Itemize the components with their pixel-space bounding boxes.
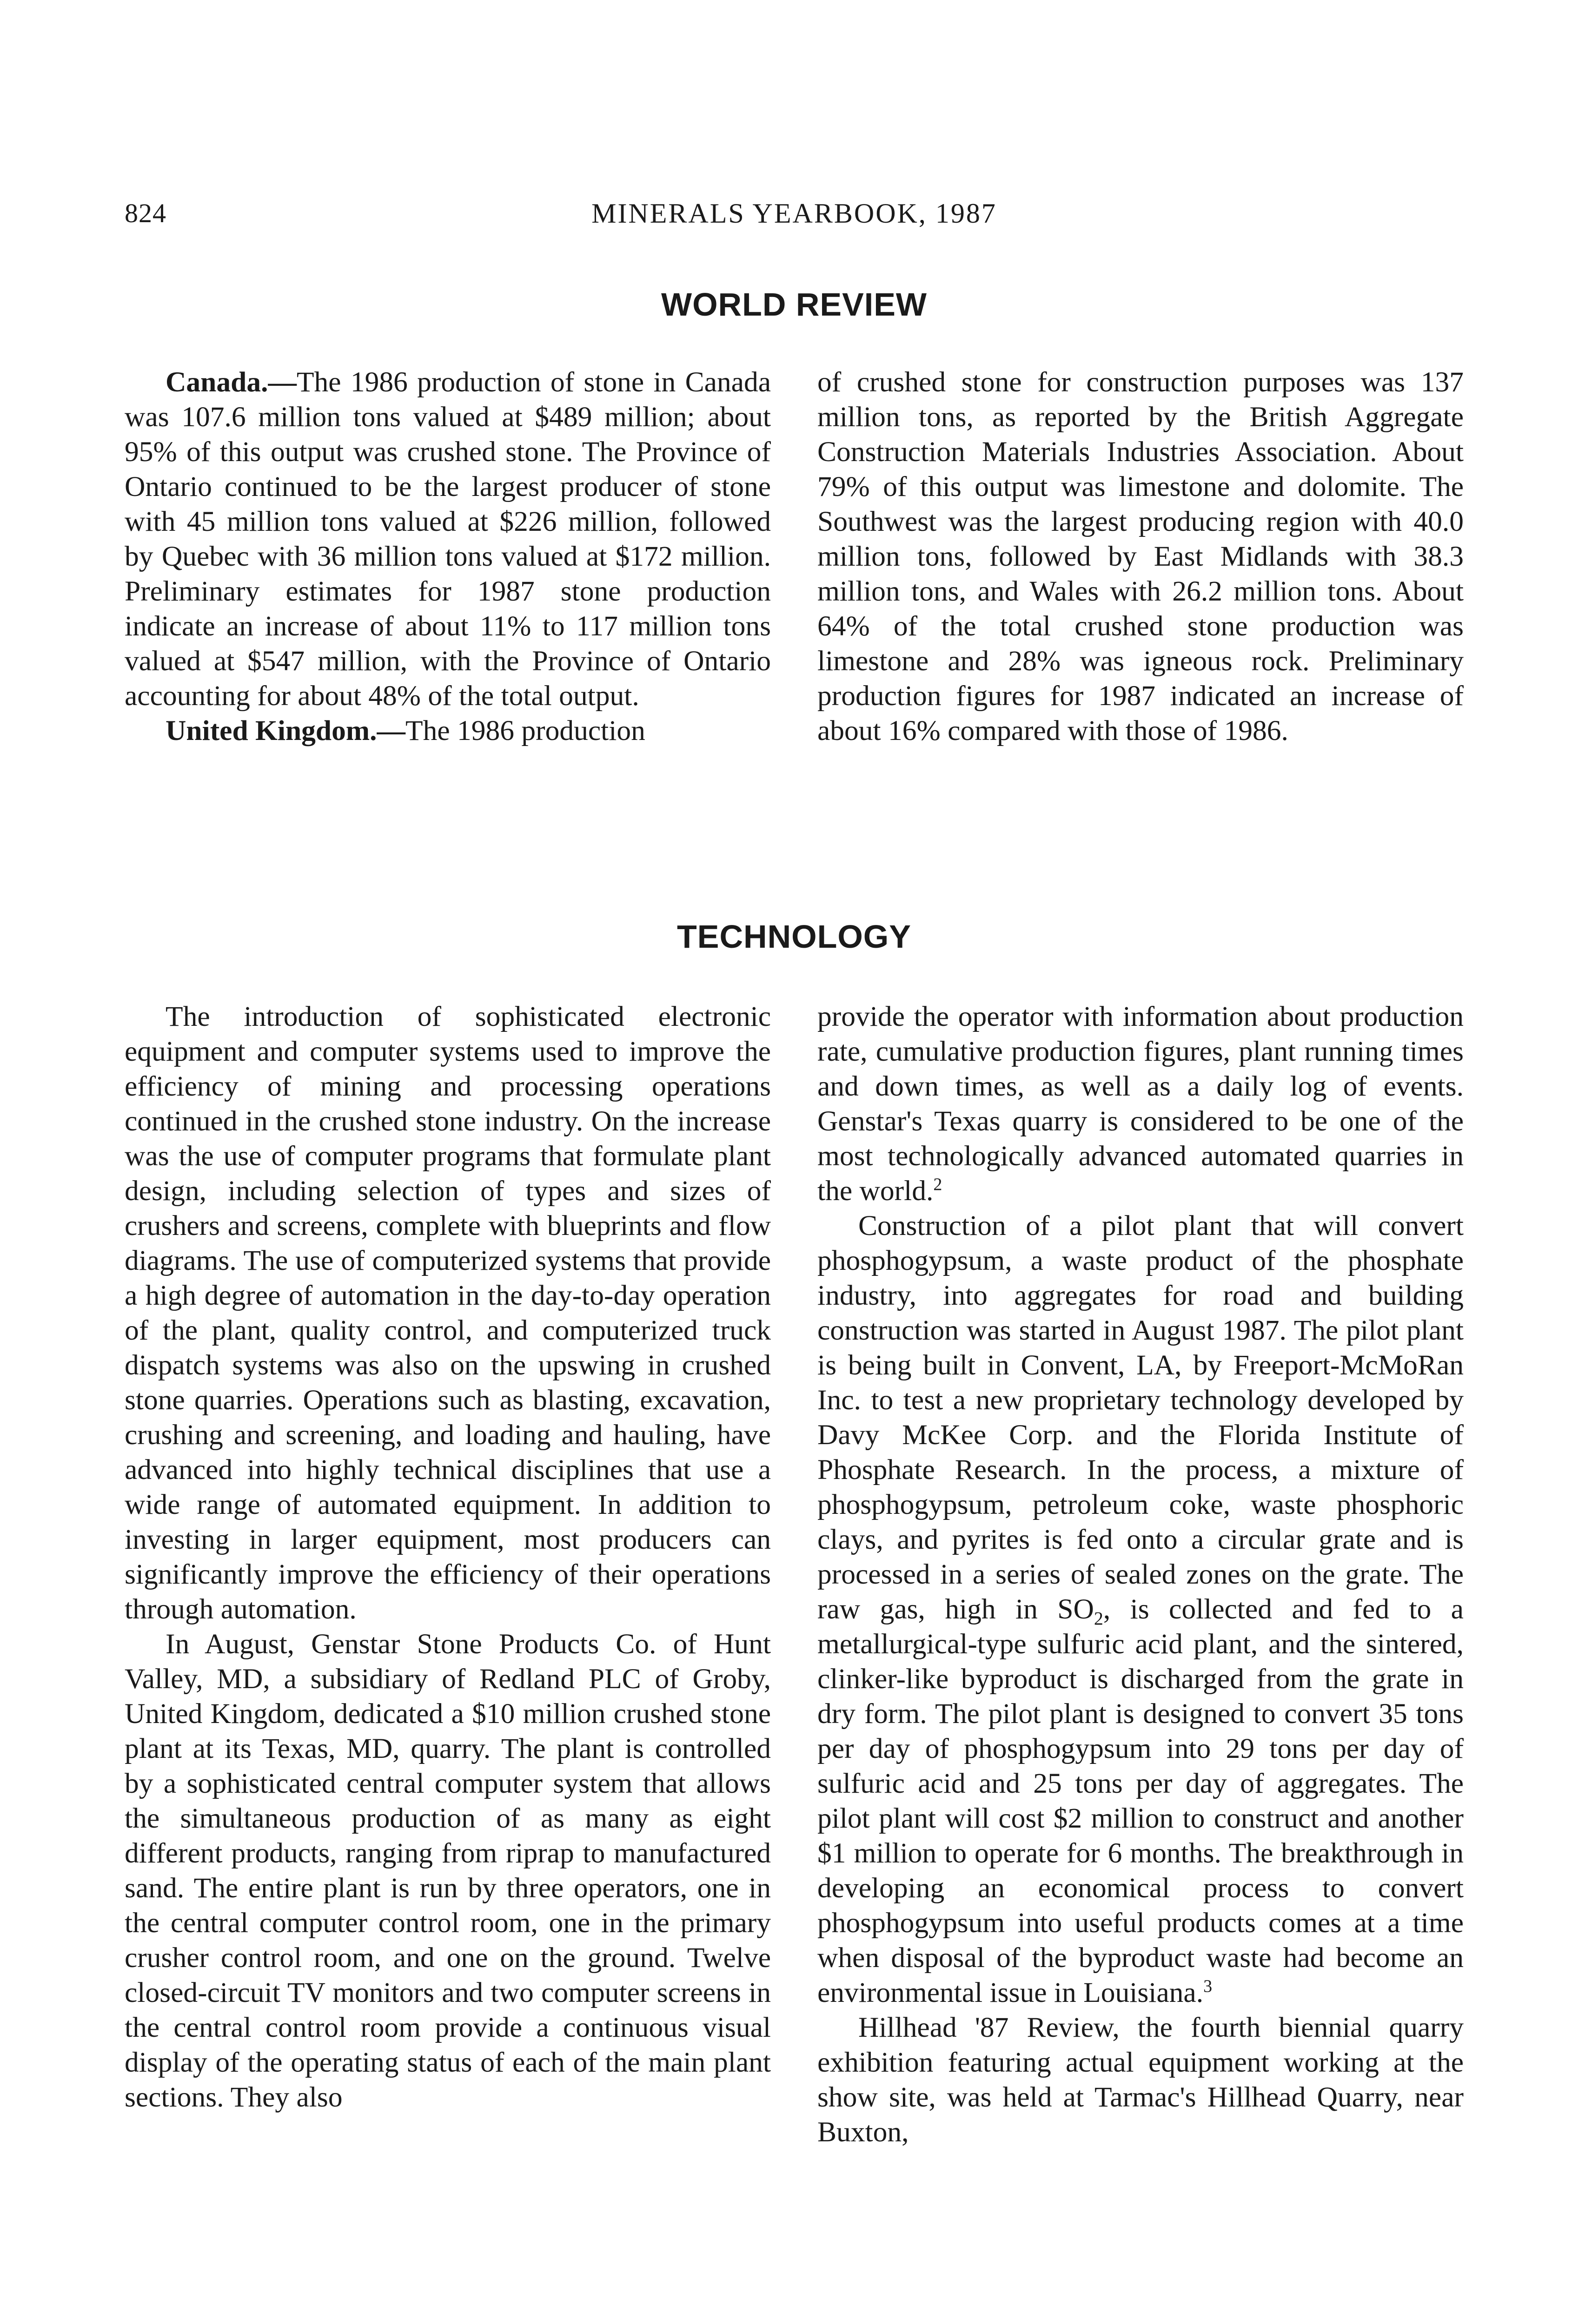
so2-subscript: 2 [1094, 1608, 1103, 1629]
technology-paragraph-1: The introduction of sophisticated electronic equipment and computer systems used to improve the efficiency of mining and processing operations continued in the crushed stone industry. On the increase was the use of computer programs that formulate plant design, including selection of types and sizes of crushers and screens, complete with blueprints and flow diagrams. The use of computerized systems that provide a high degree of automation in the day-to-day operation of the plant, quality control, and computerized truck dispatch systems was also on the upswing in crushed stone quarries. Operations such as blasting, excavation, crushing and screening, and loading and hauling, have advanced into highly technical disciplines that use a wide range of automated equipment. In addition to investing in larger equipment, most producers can significantly improve the efficiency of their operations through automation. [125, 1001, 771, 1625]
pilot-plant-text-start: Construction of a pilot plant that will convert phosphogypsum, a waste product of the phosphate industry, into aggregates for road and building construction was started in August 1987. The pilot plant is being built in Convent, LA, by Freeport-McMoRan Inc. to test a new proprietary technology developed by Davy McKee Corp. and the Florida Institute of Phosphate Research. In the process, a mixture of phosphogypsum, petroleum coke, waste phosphoric clays, and pyrites is fed onto a circular grate and is processed in a series of sealed zones on the grate. The raw gas, high in SO [817, 1210, 1464, 1625]
page-number: 824 [125, 198, 166, 228]
uk-lead: United Kingdom.— [166, 715, 405, 746]
world-review-right-column [817, 365, 1464, 748]
technology-heading: TECHNOLOGY [677, 918, 911, 955]
technology-right-column [817, 999, 1464, 2150]
canada-paragraph [125, 365, 771, 713]
pilot-plant-text-end: , is collected and fed to a metallurgical-type sulfuric acid plant, and the sintered, clinker-like byproduct is discharged from the grate in dry form. The pilot plant is designed to convert 35 tons per day of phosphogypsum into 29 tons per day of sulfuric acid and 25 tons per day of aggregates. The pilot plant will cost $2 million to construct and another $1 million to operate for 6 months. The breakthrough in developing an economical process to convert phosphogypsum into useful products comes at a time when disposal of the byproduct waste had become an environmental issue in Louisiana. [817, 1593, 1464, 2008]
footnote-ref-2: 2 [933, 1175, 942, 1195]
footnote-ref-3: 3 [1203, 1976, 1213, 1996]
technology-paragraph-2: In August, Genstar Stone Products Co. of Hunt Valley, MD, a subsidiary of Redland PLC of Groby, United Kingdom, dedicated a $10 million crushed stone plant at its Texas, MD, quarry. The plant is controlled by a sophisticated central computer system that allows the simultaneous production of as many as eight different products, ranging from riprap to manufactured sand. The entire plant is run by three operators, one in the central computer control room, one in the primary crusher control room, and one on the ground. Twelve closed-circuit TV monitors and two computer screens in the central control room provide a continuous visual display of the operating status of each of the main plant sections. They also [125, 1628, 771, 2113]
world-review-left-column [125, 365, 771, 748]
running-title: MINERALS YEARBOOK, 1987 [591, 198, 997, 229]
uk-paragraph-start [125, 713, 771, 748]
technology-paragraph-2-continued [817, 999, 1464, 1208]
world-review-heading: WORLD REVIEW [661, 286, 927, 323]
world-review-body [125, 365, 1464, 748]
canada-lead: Canada.— [166, 366, 297, 398]
uk-paragraph-continued: of crushed stone for construction purposes was 137 million tons, as reported by the British Aggregate Construction Materials Industries Association. About 79% of this output was limestone and dolomite. The Southwest was the largest producing region with 40.0 million tons, followed by East Midlands with 38.3 million tons, and Wales with 26.2 million tons. About 64% of the total crushed stone production was limestone and 28% was igneous rock. Preliminary production figures for 1987 indicated an increase of about 16% compared with those of 1986. [817, 366, 1464, 746]
technology-paragraph-4: Hillhead '87 Review, the fourth biennial quarry exhibition featuring actual equipment working at the show site, was held at Tarmac's Hillhead Quarry, near Buxton, [817, 2012, 1464, 2148]
page-header [125, 198, 1464, 235]
technology-left-column [125, 999, 771, 2150]
technology-paragraph-3 [817, 1208, 1464, 2010]
uk-text-start: The 1986 production [405, 715, 645, 746]
genstar-text: provide the operator with information about production rate, cumulative production figures, plant running times and down times, as well as a daily log of events. Genstar's Texas quarry is considered to be one of the most technologically advanced automated quarries in the world. [817, 1001, 1464, 1207]
canada-text: The 1986 production of stone in Canada was 107.6 million tons valued at $489 million; about 95% of this output was crushed stone. The Province of Ontario continued to be the largest producer of stone with 45 million tons valued at $226 million, followed by Quebec with 36 million tons valued at $172 million. Preliminary estimates for 1987 stone production indicate an increase of about 11% to 117 million tons valued at $547 million, with the Province of Ontario accounting for about 48% of the total output. [125, 366, 771, 712]
technology-body [125, 999, 1464, 2150]
